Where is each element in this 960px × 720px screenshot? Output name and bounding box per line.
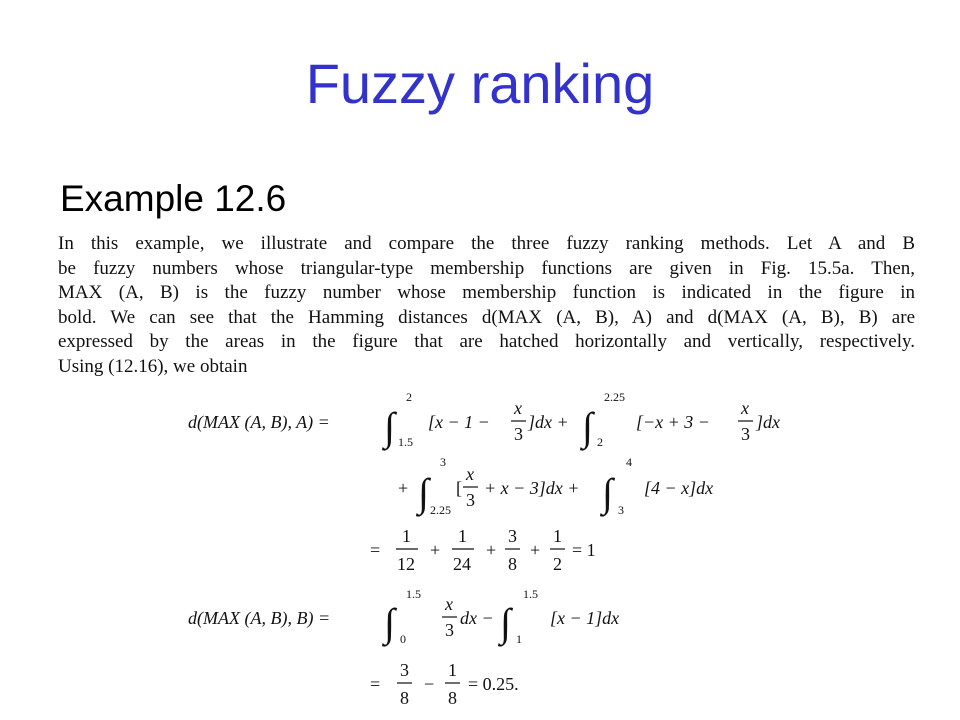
frac-num: 3 — [400, 660, 409, 680]
eq2-int1-body-post: dx − — [460, 608, 494, 628]
frac-den: 3 — [741, 424, 750, 444]
eq1-int3-body-post: + x − 3]dx + — [484, 478, 580, 498]
frac-num: x — [466, 464, 474, 484]
integral-sign: ∫ — [500, 600, 511, 645]
frac-num: x — [445, 594, 453, 614]
eq1-int4-lower: 3 — [618, 503, 624, 517]
paragraph-line-1: In this example, we illustrate and compare the three fuzzy ranking methods. Let A and B — [58, 233, 915, 254]
eq2-lhs: d(MAX (A, B), B) = — [188, 608, 331, 628]
frac-den: 8 — [508, 554, 517, 574]
eq1-int2-lower: 2 — [597, 435, 603, 449]
frac-num: x — [514, 398, 522, 418]
slide-title: Fuzzy ranking — [305, 52, 655, 115]
paragraph-line-2: be fuzzy numbers whose triangular-type membership functions are given in Fig. 15.5a. Then, — [58, 257, 915, 279]
frac-num: 1 — [402, 526, 411, 546]
eq1-int3-upper: 3 — [440, 455, 446, 469]
frac-den: 2 — [553, 554, 562, 574]
plus-sign: + — [530, 540, 541, 560]
example-heading: Example 12.6 — [60, 178, 287, 219]
result-value: = 0.25. — [468, 674, 519, 694]
frac-den: 8 — [448, 688, 457, 708]
frac-den: 8 — [400, 688, 409, 708]
plus-sign: + — [398, 478, 409, 498]
eq1-lhs: d(MAX (A, B), A) = — [188, 412, 330, 432]
frac-den: 3 — [466, 490, 475, 510]
eq2-int2-upper: 1.5 — [523, 587, 538, 601]
frac-den: 3 — [445, 620, 454, 640]
eq1-int1-lower: 1.5 — [398, 435, 413, 449]
integral-sign: ∫ — [418, 470, 429, 515]
paragraph-line-5: expressed by the areas in the figure that are hatched horizontally and vertically, respectively. — [58, 331, 915, 352]
eq1-int2-body-post: ]dx — [756, 412, 780, 432]
eq1-int2-body-pre: [−x + 3 − — [636, 412, 710, 432]
result-value: = 1 — [572, 540, 596, 560]
eq2-int2-lower: 1 — [516, 632, 522, 646]
eq1-int3-body-pre: [ — [456, 478, 462, 498]
eq2-int1-upper: 1.5 — [406, 587, 421, 601]
frac-num: 1 — [553, 526, 562, 546]
equals-sign: = — [370, 540, 381, 560]
integral-sign: ∫ — [384, 404, 395, 449]
frac-den: 24 — [453, 554, 471, 574]
integral-sign: ∫ — [384, 600, 395, 645]
integral-sign: ∫ — [582, 404, 593, 449]
frac-num: 1 — [448, 660, 457, 680]
frac-den: 3 — [514, 424, 523, 444]
frac-num: x — [741, 398, 749, 418]
integral-sign: ∫ — [602, 470, 613, 515]
paragraph-line-4: bold. We can see that the Hamming distances d(MAX (A, B), A) and d(MAX (A, B), B) are — [58, 306, 915, 328]
equals-sign: = — [370, 674, 381, 694]
frac-num: 3 — [508, 526, 517, 546]
minus-sign: − — [424, 674, 435, 694]
frac-num: 1 — [458, 526, 467, 546]
eq1-int1-upper: 2 — [406, 390, 412, 404]
eq1-int4-upper: 4 — [626, 455, 632, 469]
eq2-int2-body: [x − 1]dx — [550, 608, 620, 628]
paragraph-line-6: Using (12.16), we obtain — [58, 355, 248, 377]
eq1-int3-lower: 2.25 — [430, 503, 451, 517]
eq1-int4-body: [4 − x]dx — [644, 478, 714, 498]
eq2-int1-lower: 0 — [400, 632, 406, 646]
eq1-int1-body-post: ]dx + — [528, 412, 569, 432]
plus-sign: + — [486, 540, 497, 560]
eq1-int2-upper: 2.25 — [604, 390, 625, 404]
eq1-int1-body-pre: [x − 1 − — [428, 412, 490, 432]
paragraph-line-3: MAX (A, B) is the fuzzy number whose membership function is indicated in the figure in — [58, 282, 915, 303]
frac-den: 12 — [397, 554, 415, 574]
plus-sign: + — [430, 540, 441, 560]
